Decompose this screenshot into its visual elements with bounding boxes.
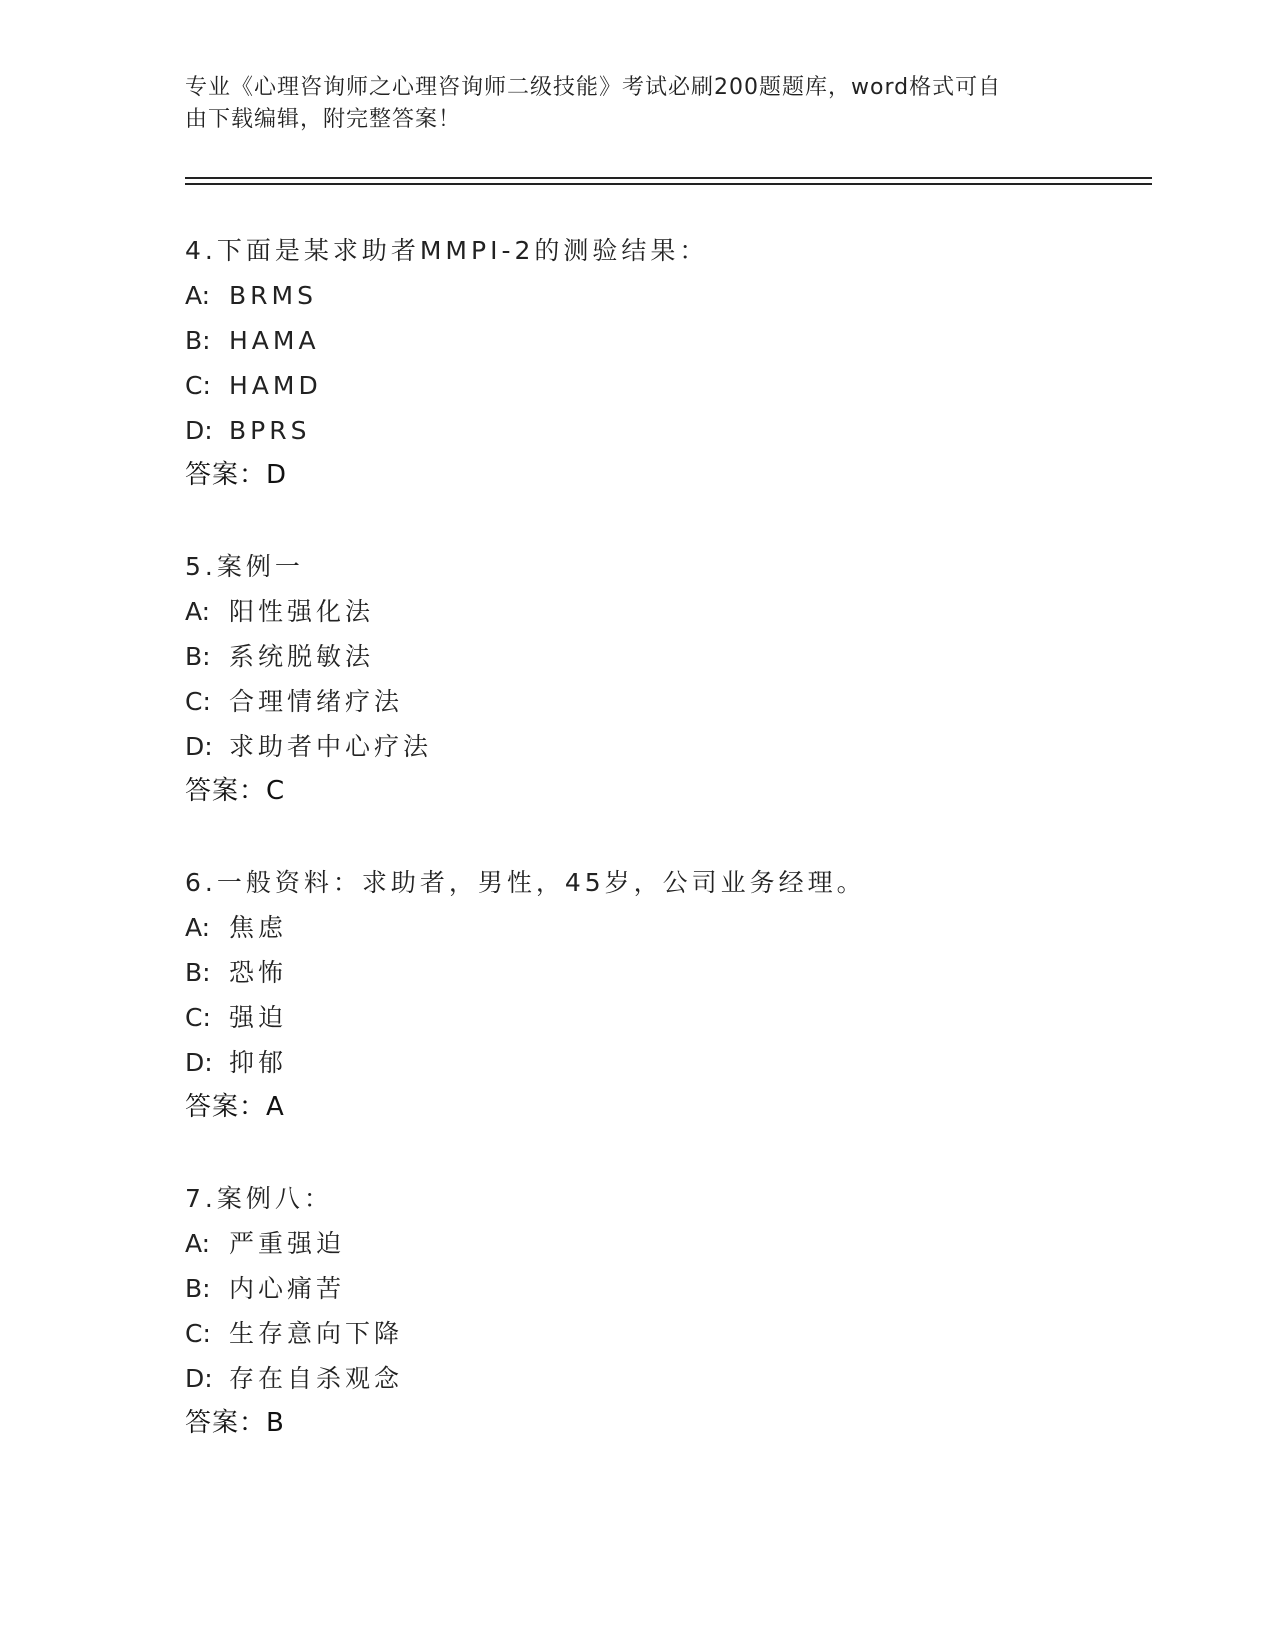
option-letter: D: xyxy=(185,1048,213,1077)
option-letter: A: xyxy=(185,913,211,942)
option-d xyxy=(185,1356,1145,1401)
option-d xyxy=(185,724,1145,769)
option-letter: B: xyxy=(185,1274,211,1303)
option-letter: D: xyxy=(185,732,213,761)
option-text: 抑郁 xyxy=(229,1048,288,1077)
option-letter: A: xyxy=(185,1229,211,1258)
option-d xyxy=(185,1040,1145,1085)
option-letter: C: xyxy=(185,1319,211,1348)
document-header xyxy=(185,72,1065,136)
option-text: 系统脱敏法 xyxy=(229,642,375,671)
option-letter: D: xyxy=(185,416,213,445)
option-letter: A: xyxy=(185,281,211,310)
question-block xyxy=(185,544,1145,814)
question-title: 4.下面是某求助者MMPI-2的测验结果： xyxy=(185,236,709,265)
option-text: 内心痛苦 xyxy=(229,1274,346,1303)
option-a xyxy=(185,273,1145,318)
option-letter: B: xyxy=(185,642,211,671)
header-divider-bottom xyxy=(185,183,1152,185)
option-b xyxy=(185,1266,1145,1311)
header-divider-top xyxy=(185,177,1152,179)
option-b xyxy=(185,634,1145,679)
question-block xyxy=(185,860,1145,1130)
answer-line: 答案：C xyxy=(185,776,286,806)
option-c xyxy=(185,995,1145,1040)
question-block xyxy=(185,228,1145,498)
option-a xyxy=(185,1221,1145,1266)
option-letter: C: xyxy=(185,687,211,716)
option-text: HAMA xyxy=(229,326,320,355)
option-text: 恐怖 xyxy=(229,958,288,987)
question-title: 5.案例一 xyxy=(185,552,304,581)
option-c xyxy=(185,1311,1145,1356)
option-text: 存在自杀观念 xyxy=(229,1364,404,1393)
option-text: 严重强迫 xyxy=(229,1229,346,1258)
option-letter: C: xyxy=(185,1003,211,1032)
answer-line: 答案：A xyxy=(185,1092,285,1122)
question-block xyxy=(185,1176,1145,1446)
option-c xyxy=(185,679,1145,724)
option-text: HAMD xyxy=(229,371,322,400)
option-text: BPRS xyxy=(229,416,311,445)
option-text: 焦虑 xyxy=(229,913,288,942)
option-d xyxy=(185,408,1145,453)
option-text: 生存意向下降 xyxy=(229,1319,404,1348)
option-text: 合理情绪疗法 xyxy=(229,687,404,716)
option-letter: D: xyxy=(185,1364,213,1393)
option-b xyxy=(185,950,1145,995)
answer-line: 答案：D xyxy=(185,460,288,490)
option-letter: B: xyxy=(185,958,211,987)
option-letter: C: xyxy=(185,371,211,400)
option-text: BRMS xyxy=(229,281,317,310)
option-a xyxy=(185,589,1145,634)
option-text: 阳性强化法 xyxy=(229,597,375,626)
question-title: 7.案例八： xyxy=(185,1184,333,1213)
option-letter: B: xyxy=(185,326,211,355)
option-text: 求助者中心疗法 xyxy=(229,732,433,761)
option-a xyxy=(185,905,1145,950)
option-b xyxy=(185,318,1145,363)
header-line-1: 专业《心理咨询师之心理咨询师二级技能》考试必刷200题题库，word格式可自 xyxy=(185,75,1002,100)
option-c xyxy=(185,363,1145,408)
answer-line: 答案：B xyxy=(185,1408,285,1438)
header-line-2: 由下载编辑，附完整答案！ xyxy=(185,107,462,132)
option-letter: A: xyxy=(185,597,211,626)
option-text: 强迫 xyxy=(229,1003,288,1032)
question-title: 6.一般资料：求助者，男性，45岁，公司业务经理。 xyxy=(185,868,866,897)
